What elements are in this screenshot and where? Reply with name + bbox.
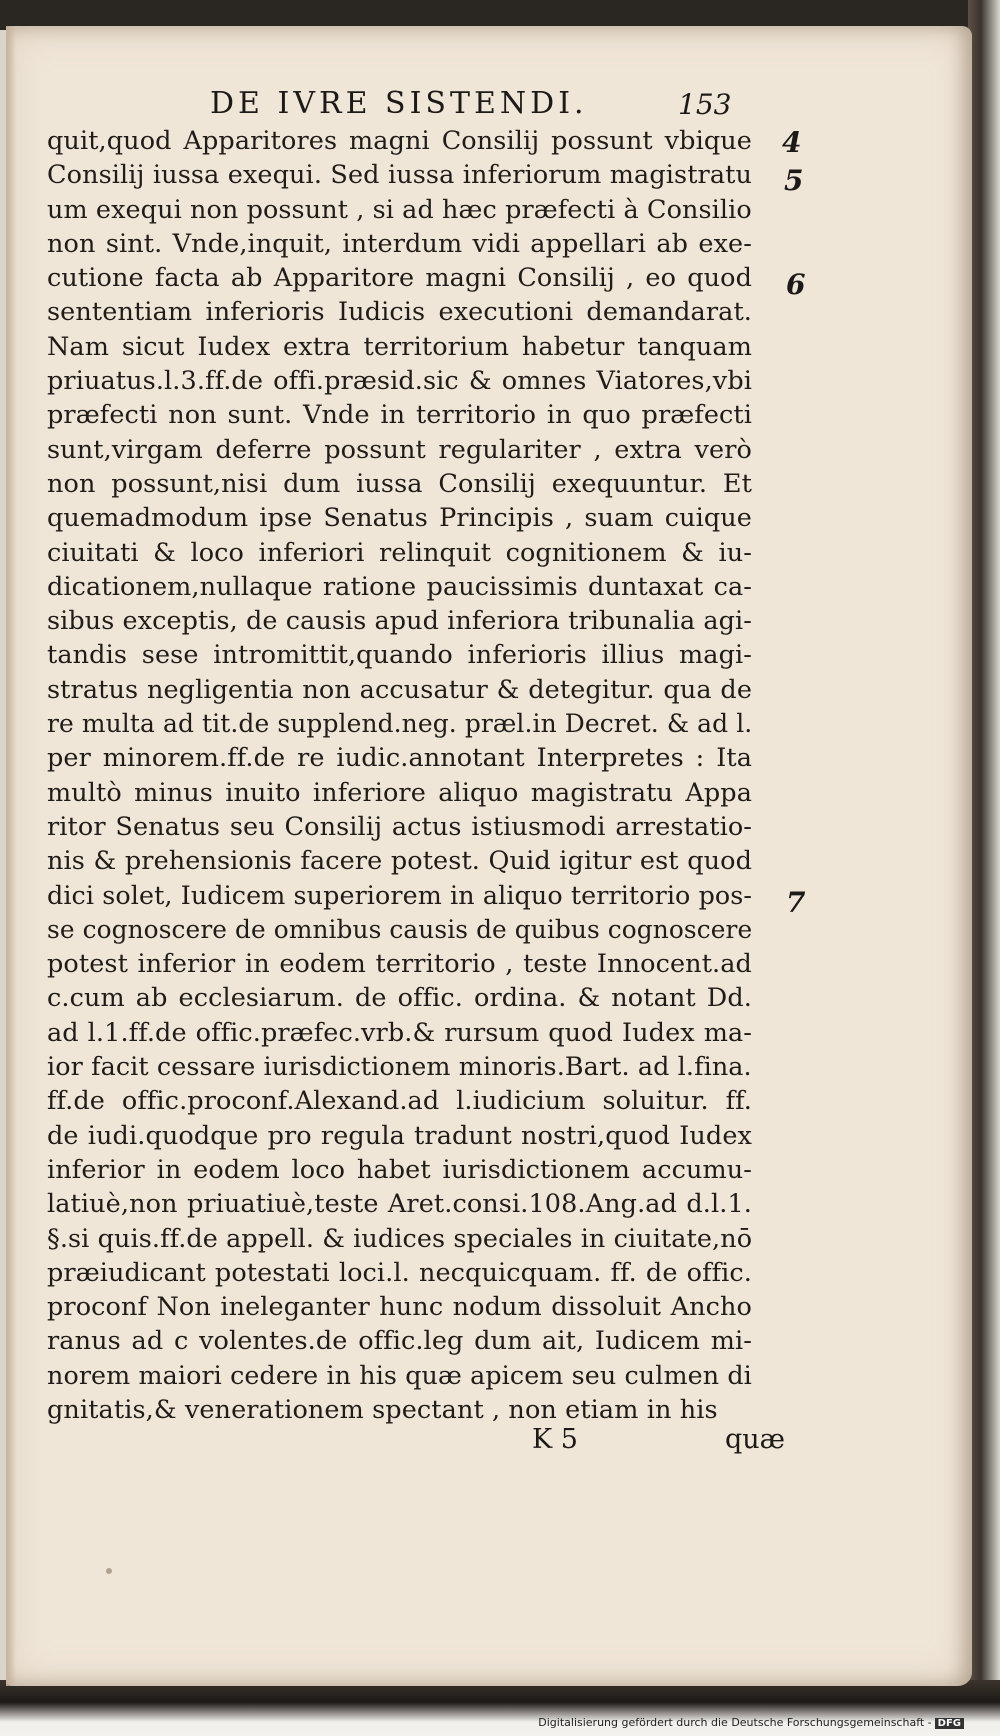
text-line: ior facit cessare iurisdictionem minoris.Bart. ad l.fina. bbox=[47, 1052, 752, 1083]
text-line: ad l.1.ff.de offic.præfec.vrb.& rursum quod Iudex ma- bbox=[47, 1017, 753, 1048]
text-line: præfecti non sunt. Vnde in territorio in quo præfecti bbox=[47, 400, 753, 431]
text-line: nis & prehensionis facere potest. Quid igitur est quod bbox=[47, 846, 753, 877]
text-line: priuatus.l.3.ff.de offi.præsid.sic & omnes Viatores,vbi bbox=[47, 366, 752, 397]
dfg-logo: DFG bbox=[935, 1718, 964, 1729]
text-line: cutione facta ab Apparitore magni Consilij , eo quod bbox=[47, 263, 753, 294]
text-line: sibus exceptis, de causis apud inferiora tribunalia agi- bbox=[47, 606, 752, 637]
text-line: dicationem,nullaque ratione paucissimis duntaxat ca- bbox=[47, 571, 752, 602]
text-line: Consilij iussa exequi. Sed iussa inferiorum magistratu bbox=[47, 160, 753, 191]
catchword: quæ bbox=[725, 1424, 786, 1455]
text-line: Nam sicut Iudex extra territorium habetur tanquam bbox=[47, 331, 752, 362]
signature-mark: K 5 bbox=[532, 1424, 578, 1455]
text-line: quemadmodum ipse Senatus Principis , suam cuique bbox=[47, 503, 752, 534]
text-line: tandis sese intromittit,quando inferioris illius magi- bbox=[47, 640, 752, 671]
text-line: c.cum ab ecclesiarum. de offic. ordina. & notant Dd. bbox=[47, 983, 752, 1014]
text-line: dici solet, Iudicem superiorem in aliquo territorio pos- bbox=[47, 880, 753, 911]
text-line: sententiam inferioris Iudicis executioni demandarat. bbox=[47, 297, 752, 328]
scan-border-right bbox=[968, 0, 1000, 1736]
text-line: um exequi non possunt , si ad hæc præfecti à Consilio bbox=[47, 194, 752, 225]
margin-number: 6 bbox=[786, 268, 806, 301]
text-line: non possunt,nisi dum iussa Consilij exequuntur. Et bbox=[47, 468, 752, 499]
page-gutter-shadow bbox=[6, 26, 16, 1686]
text-line: per minorem.ff.de re iudic.annotant Interpretes : Ita bbox=[47, 743, 753, 774]
text-line: quit,quod Apparitores magni Consilij possunt vbique bbox=[47, 126, 752, 156]
text-line: ff.de offic.proconf.Alexand.ad l.iudicium soluitur. ff. bbox=[47, 1086, 752, 1117]
text-line: latiuè,non priuatiuè,teste Aret.consi.108.Ang.ad d.l.1. bbox=[47, 1189, 752, 1220]
text-line: de iudi.quodque pro regula tradunt nostri,quod Iudex bbox=[47, 1120, 753, 1151]
text-line: non sint. Vnde,inquit, interdum vidi appellari ab exe- bbox=[47, 228, 752, 259]
text-line: norem maiori cedere in his quæ apicem seu culmen di bbox=[47, 1360, 752, 1391]
body-text bbox=[47, 124, 767, 1427]
digitization-credit bbox=[538, 1716, 964, 1729]
text-line: se cognoscere de omnibus causis de quibus cognoscere bbox=[47, 914, 753, 945]
text-line: sunt,virgam deferre possunt regulariter , extra verò bbox=[47, 434, 752, 465]
text-line: præiudicant potestati loci.l. necquicquam. ff. de offic. bbox=[47, 1257, 753, 1288]
text-line: re multa ad tit.de supplend.neg. præl.in Decret. & ad l. bbox=[47, 709, 753, 740]
text-line: ranus ad c volentes.de offic.leg dum ait, Iudicem mi- bbox=[47, 1326, 753, 1357]
text-line: potest inferior in eodem territorio , teste Innocent.ad bbox=[47, 949, 752, 980]
text-line: proconf Non ineleganter hunc nodum dissoluit Ancho bbox=[47, 1292, 752, 1323]
paper-speck bbox=[106, 1568, 112, 1574]
credit-text: Digitalisierung gefördert durch die Deutsche Forschungsgemeinschaft - bbox=[538, 1716, 932, 1729]
margin-number: 5 bbox=[784, 164, 804, 197]
margin-number: 7 bbox=[786, 886, 806, 919]
page-number: 153 bbox=[678, 88, 732, 121]
running-title: DE IVRE SISTENDI. bbox=[210, 86, 588, 121]
text-line: ciuitati & loco inferiori relinquit cognitionem & iu- bbox=[47, 537, 752, 568]
text-line: ritor Senatus seu Consilij actus istiusmodi arrestatio- bbox=[47, 811, 753, 842]
margin-number: 4 bbox=[782, 126, 802, 159]
text-line: multò minus inuito inferiore aliquo magistratu Appa bbox=[47, 777, 752, 808]
text-line: inferior in eodem loco habet iurisdictionem accumu- bbox=[47, 1154, 753, 1185]
text-line: gnitatis,& venerationem spectant , non etiam in his bbox=[47, 1394, 718, 1425]
text-line: §.si quis.ff.de appell. & iudices speciales in ciuitate,nō bbox=[47, 1223, 753, 1254]
text-line: stratus negligentia non accusatur & detegitur. qua de bbox=[47, 674, 753, 705]
